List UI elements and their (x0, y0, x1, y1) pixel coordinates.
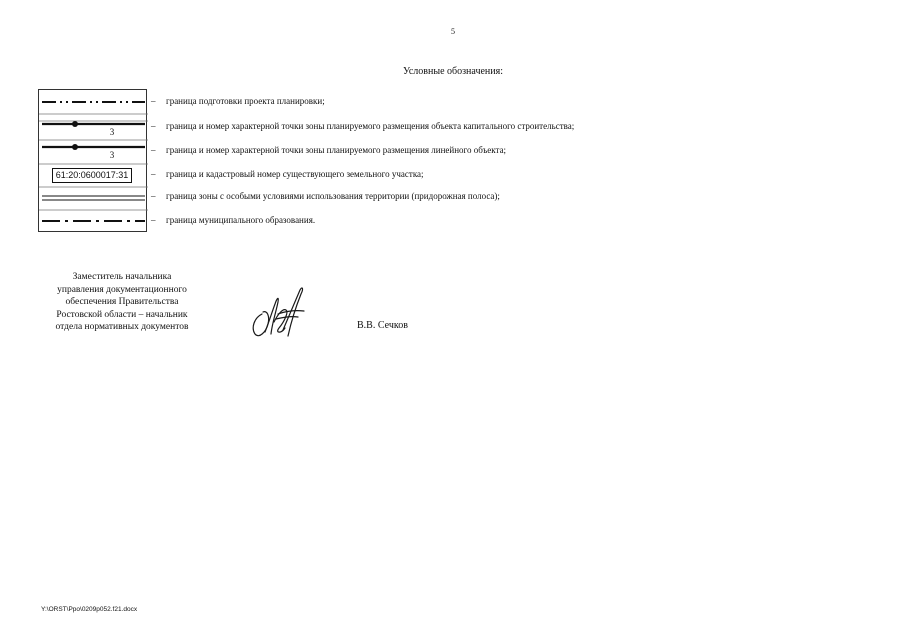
legend-item-municipal-boundary: граница муниципального образования. (166, 215, 316, 225)
legend-item-land-plot-cadastral-boundary: граница и кадастровый номер существующего земельного участка; (166, 169, 424, 179)
legend-dash: – (151, 215, 156, 225)
signer-title-line: Ростовской области – начальник (56, 309, 188, 320)
point-number-label: 3 (109, 127, 115, 137)
cadastral-number-label: 61:20:0600017:31 (52, 168, 132, 183)
legend-dash: – (151, 96, 156, 106)
legend-dash: – (151, 191, 156, 201)
legend-dash: – (151, 169, 156, 179)
signer-title (40, 271, 204, 334)
legend-item-linear-object-zone-boundary: граница и номер характерной точки зоны планируемого размещения линейного объекта; (166, 145, 507, 155)
legend-dash: – (151, 121, 156, 131)
legend-heading: Условные обозначения: (402, 66, 503, 77)
handwritten-signature (248, 284, 310, 345)
legend-item-planning-project-boundary: граница подготовки проекта планировки; (166, 96, 325, 106)
symbol-linear-object-zone-boundary (42, 144, 145, 150)
signer-title-line: отдела нормативных документов (55, 322, 189, 332)
signer-name: В.В. Сечков (357, 320, 408, 331)
symbol-special-use-zone-boundary (42, 196, 145, 200)
page-number: 5 (451, 27, 455, 36)
legend-item-capital-construction-zone-boundary: граница и номер характерной точки зоны планируемого размещения объекта капитального строительства; (166, 121, 575, 131)
file-path-footer: Y:\ORST\Ppo\0209p052.f21.docx (41, 606, 138, 613)
point-number-label: 3 (109, 150, 115, 160)
legend-symbols-box (38, 89, 147, 232)
signer-title-line: Заместитель начальника (72, 272, 172, 282)
legend-item-special-use-zone-boundary: граница зоны с особыми условиями использования территории (придорожная полоса); (166, 191, 500, 201)
symbol-capital-construction-zone-boundary (42, 121, 145, 127)
signer-title-line: обеспечения Правительства (65, 297, 179, 307)
legend-dash: – (151, 145, 156, 155)
signer-title-line: управления документационного (57, 284, 187, 295)
legend-symbols-graphic (39, 90, 148, 233)
